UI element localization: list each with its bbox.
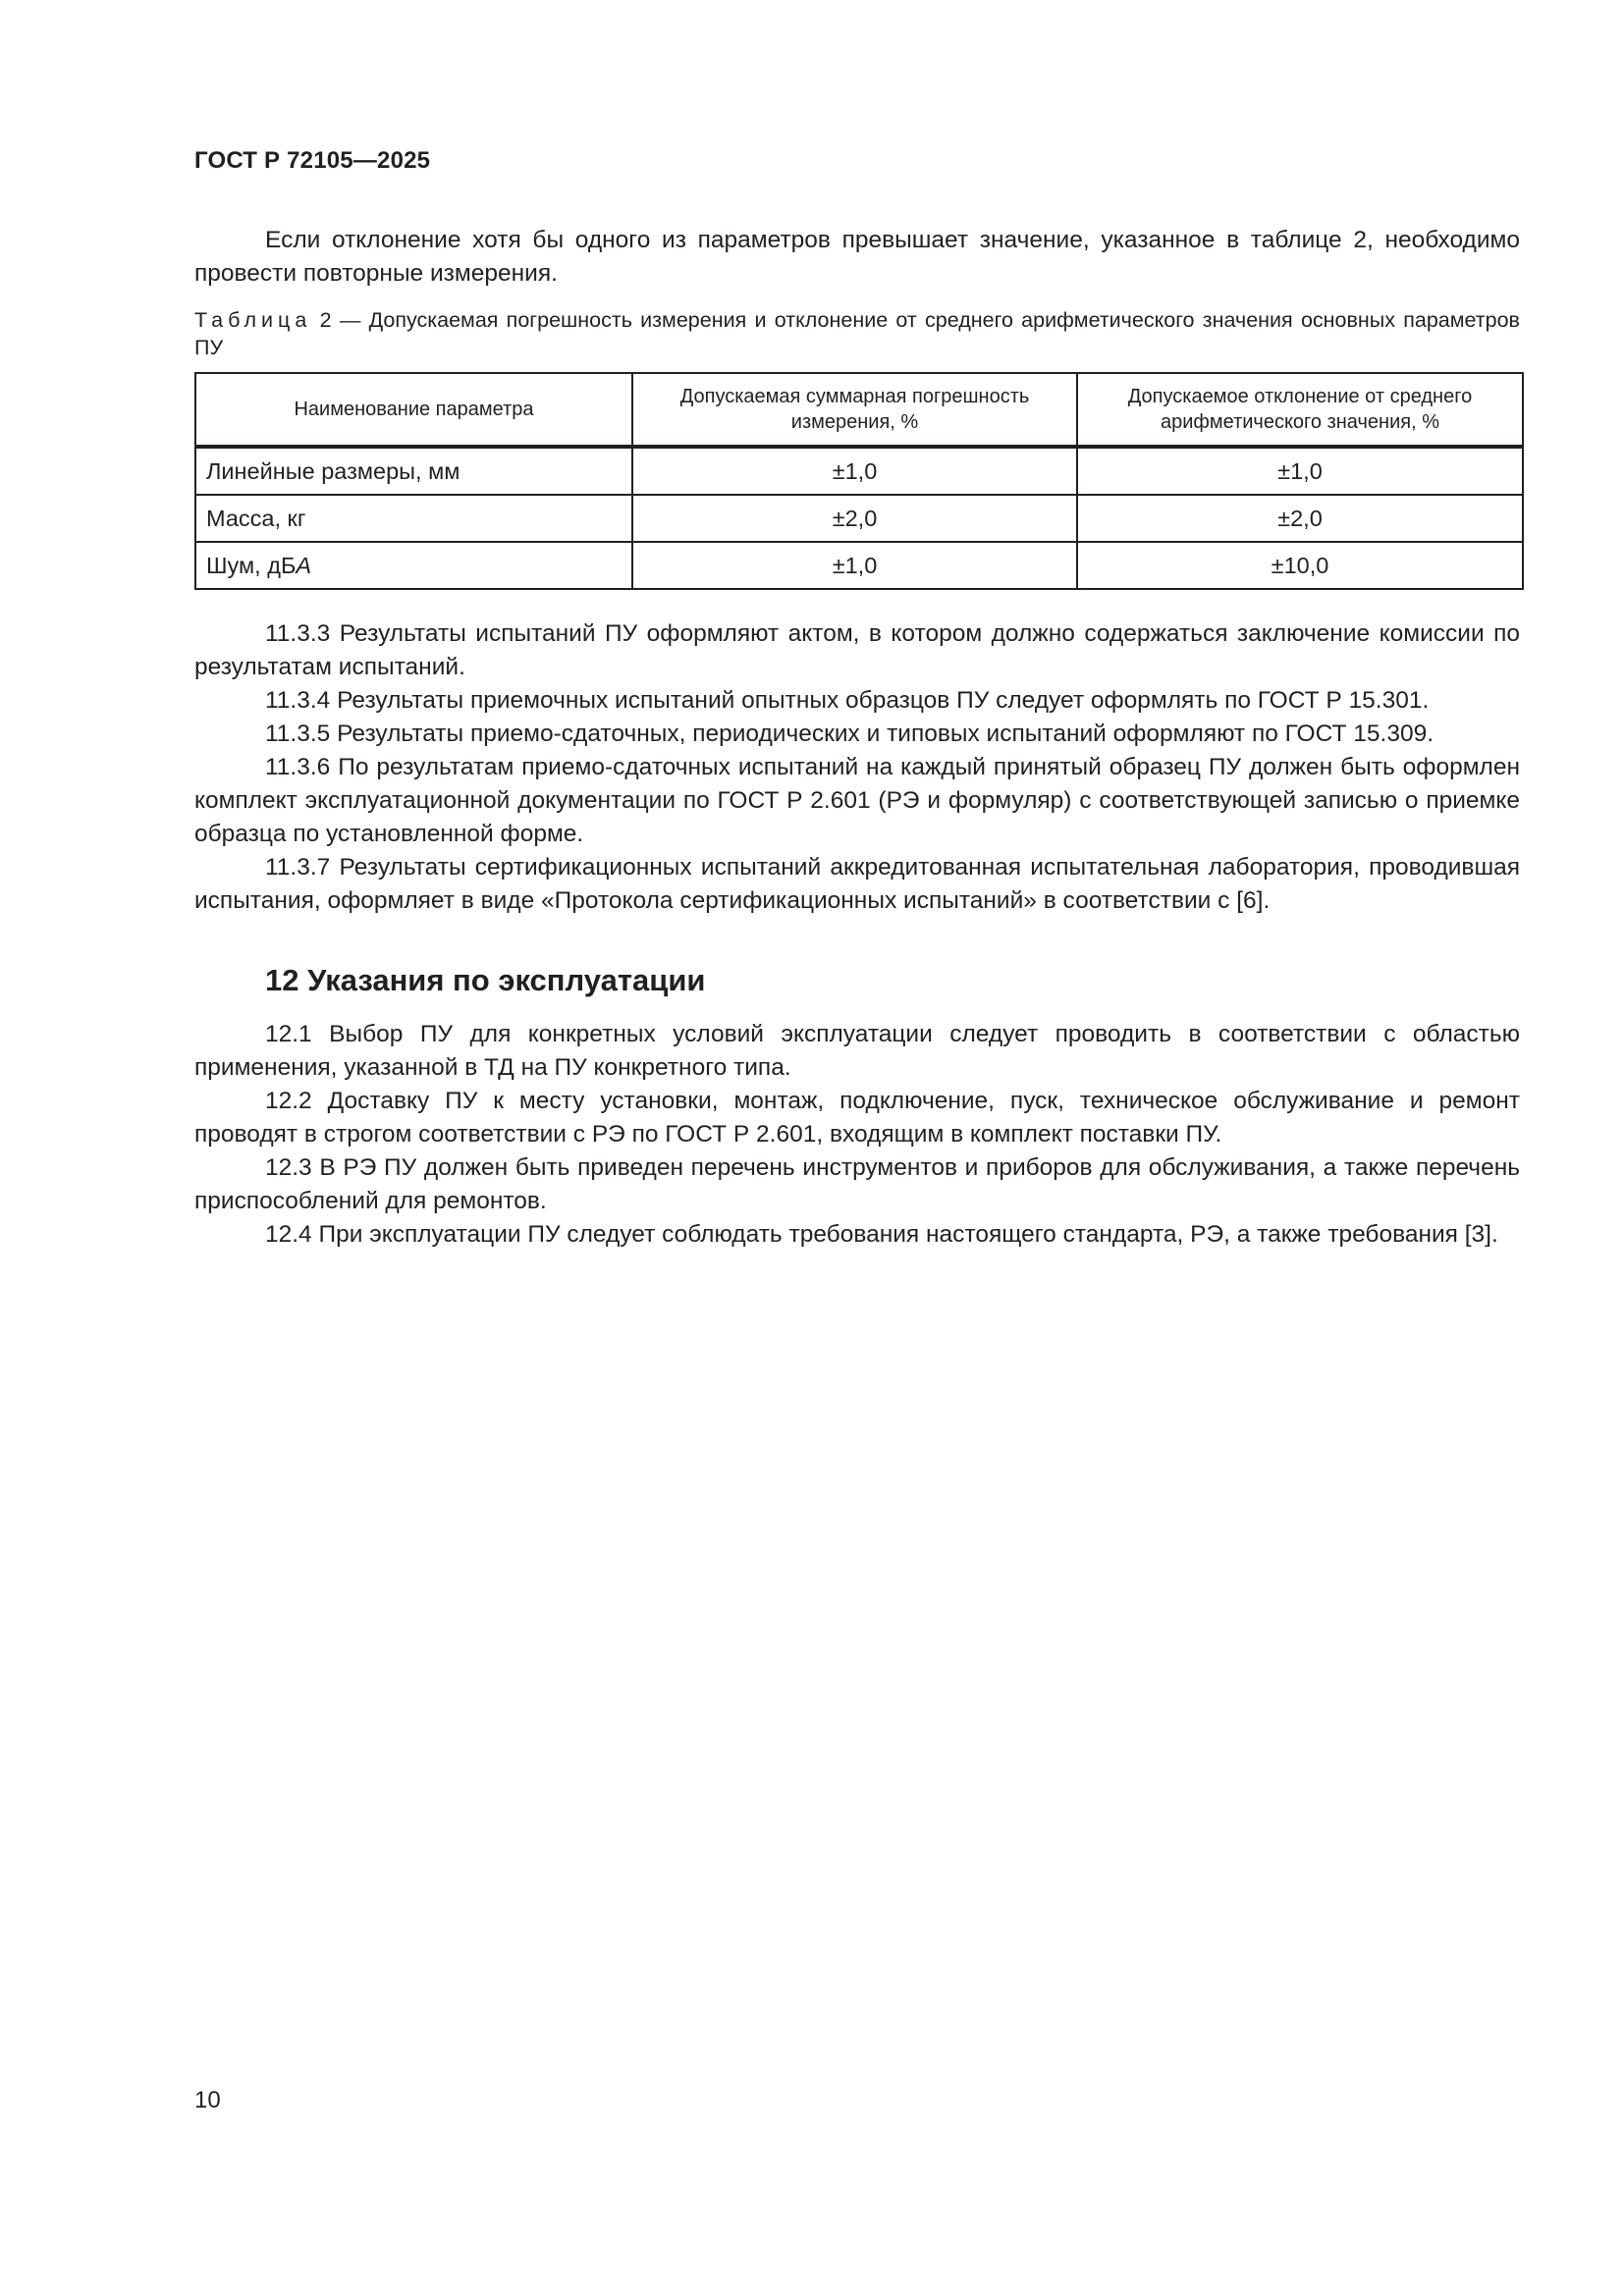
section-12-body [194, 1018, 1520, 1252]
section-12-heading: 12 Указания по эксплуатации [265, 963, 706, 997]
paragraph-12-4: 12.4 При эксплуатации ПУ следует соблюдать требования настоящего стандарта, РЭ, а также требования [3]. [265, 1221, 1498, 1248]
table-row [195, 542, 1523, 589]
row-parameter-name: Линейные размеры, мм [195, 447, 632, 495]
parameters-table [194, 372, 1524, 590]
row-error-value: ±1,0 [632, 542, 1077, 589]
table-row [195, 447, 1523, 495]
table-caption [194, 306, 1520, 361]
paragraph-12-3: 12.3 В РЭ ПУ должен быть приведен перечень инструментов и приборов для обслуживания, а также перечень приспособлений для ремонтов. [194, 1154, 1520, 1214]
table-row [195, 495, 1523, 542]
row-parameter-name: Масса, кг [195, 495, 632, 542]
row-deviation-value: ±10,0 [1077, 542, 1523, 589]
row-parameter-name-prefix: Шум, дБ [206, 553, 297, 578]
paragraph-11-3-3: 11.3.3 Результаты испытаний ПУ оформляют актом, в котором должно содержаться заключение комиссии по результатам испытаний. [194, 620, 1520, 680]
row-error-value: ±2,0 [632, 495, 1077, 542]
results-section [194, 617, 1520, 918]
row-error-value: ±1,0 [632, 447, 1077, 495]
row-parameter-name [195, 542, 632, 589]
column-header-parameter: Наименование параметра [195, 373, 632, 447]
paragraph-12-1: 12.1 Выбор ПУ для конкретных условий эксплуатации следует проводить в соответствии с областью применения, указанной в ТД на ПУ конкретного типа. [194, 1021, 1520, 1081]
table-header-row [195, 373, 1523, 447]
row-deviation-value: ±2,0 [1077, 495, 1523, 542]
row-deviation-value: ±1,0 [1077, 447, 1523, 495]
paragraph-11-3-5: 11.3.5 Результаты приемо-сдаточных, периодических и типовых испытаний оформляют по ГОСТ 15.309. [265, 721, 1434, 747]
paragraph-11-3-7: 11.3.7 Результаты сертификационных испытаний аккредитованная испытательная лаборатория, проводившая испытания, оформляет в виде «Протокола сертификационных испытаний» в соответствии с [6]. [194, 854, 1520, 914]
paragraph-12-2: 12.2 Доставку ПУ к месту установки, монтаж, подключение, пуск, техническое обслуживание и ремонт проводят в строгом соответствии с РЭ по ГОСТ Р 2.601, входящим в комплект поставки ПУ. [194, 1088, 1520, 1148]
table-caption-number: 2 [319, 308, 332, 332]
row-parameter-name-italic: А [296, 553, 312, 578]
column-header-error: Допускаемая суммарная погрешность измерения, % [632, 373, 1077, 447]
table-caption-label: Таблица [194, 308, 312, 332]
paragraph-11-3-6: 11.3.6 По результатам приемо-сдаточных испытаний на каждый принятый образец ПУ должен быть оформлен комплект эксплуатационной документации по ГОСТ Р 2.601 (РЭ и формуляр) с соответствующей записью о приемке образца по установленной форме. [194, 754, 1520, 847]
page-content [194, 224, 1520, 1252]
table-caption-text: — Допускаемая погрешность измерения и отклонение от среднего арифметического значения основных параметров ПУ [194, 308, 1520, 359]
document-header: ГОСТ Р 72105—2025 [194, 147, 431, 174]
intro-paragraph: Если отклонение хотя бы одного из параметров превышает значение, указанное в таблице 2, необходимо провести повторные измерения. [194, 227, 1520, 287]
page-number: 10 [194, 2087, 221, 2113]
column-header-deviation: Допускаемое отклонение от среднего арифметического значения, % [1077, 373, 1523, 447]
paragraph-11-3-4: 11.3.4 Результаты приемочных испытаний опытных образцов ПУ следует оформлять по ГОСТ Р 15.301. [265, 687, 1430, 714]
